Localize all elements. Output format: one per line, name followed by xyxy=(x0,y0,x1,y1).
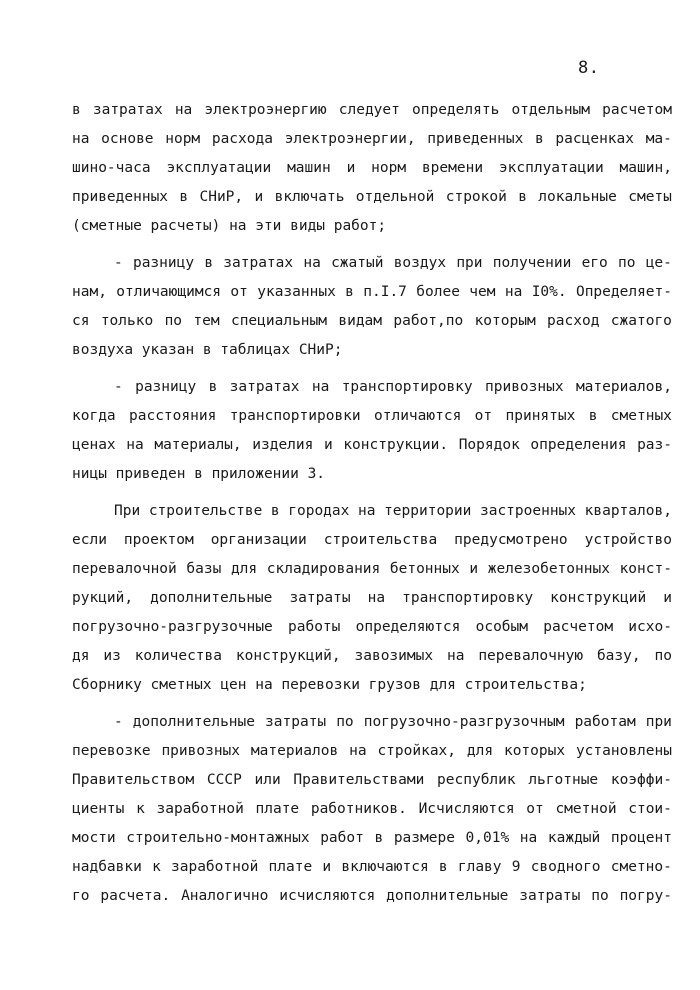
document-body xyxy=(72,96,672,911)
text-line: перевалочной базы для складирования бетонных и железобетонных конст- xyxy=(72,561,672,577)
text-line: воздуха указан в таблицах СНиР; xyxy=(72,342,343,358)
text-line: перевозке привозных материалов на стройках, для которых установлены xyxy=(72,743,672,759)
text-line: надбавки к заработной плате и включаются в главу 9 сводного сметно- xyxy=(72,859,672,875)
text-line: мости строительно-монтажных работ в размере 0,01% на каждый процент xyxy=(72,830,672,846)
text-line: циенты к заработной плате работников. Исчисляются от сметной стои- xyxy=(72,801,672,817)
text-line: Правительством СССР или Правительствами республик льготные коэффи- xyxy=(72,772,672,788)
text-line: приведенных в СНиР, и включать отдельной строкой в локальные сметы xyxy=(72,189,672,205)
text-line: При строительстве в городах на территории застроенных кварталов, xyxy=(114,503,672,519)
text-line: если проектом организации строительства предусмотрено устройство xyxy=(72,532,672,548)
text-line: рукций, дополнительные затраты на транспортировку конструкций и xyxy=(72,590,672,606)
text-line: когда расстояния транспортировки отличаются от принятых в сметных xyxy=(72,408,672,424)
text-line: (сметные расчеты) на эти виды работ; xyxy=(72,218,387,234)
text-line: шино-часа эксплуатации машин и норм времени эксплуатации машин, xyxy=(72,160,672,176)
text-line: в затратах на электроэнергию следует определять отдельным расчетом xyxy=(72,102,672,118)
text-line: на основе норм расхода электроэнергии, приведенных в расценках ма- xyxy=(72,131,672,147)
page-number: 8. xyxy=(578,58,600,78)
text-line: Сборнику сметных цен на перевозки грузов для строительства; xyxy=(72,677,587,693)
text-line: - разницу в затратах на транспортировку привозных материалов, xyxy=(114,379,672,395)
text-line: - разницу в затратах на сжатый воздух при получении его по це- xyxy=(114,255,672,271)
text-line: дя из количества конструкций, завозимых на перевалочную базу, по xyxy=(72,648,672,664)
text-line: погрузочно-разгрузочные работы определяются особым расчетом исхо- xyxy=(72,619,672,635)
text-line: ценах на материалы, изделия и конструкции. Порядок определения раз- xyxy=(72,437,672,453)
text-line: - дополнительные затраты по погрузочно-разгрузочным работам при xyxy=(114,714,672,730)
text-line: ся только по тем специальным видам работ,по которым расход сжатого xyxy=(72,313,672,329)
text-line: ницы приведен в приложении 3. xyxy=(72,466,326,482)
text-line: го расчета. Аналогично исчисляются дополнительные затраты по погру- xyxy=(72,888,672,904)
text-line: нам, отличающимся от указанных в п.I.7 более чем на I0%. Определяет- xyxy=(72,284,672,300)
